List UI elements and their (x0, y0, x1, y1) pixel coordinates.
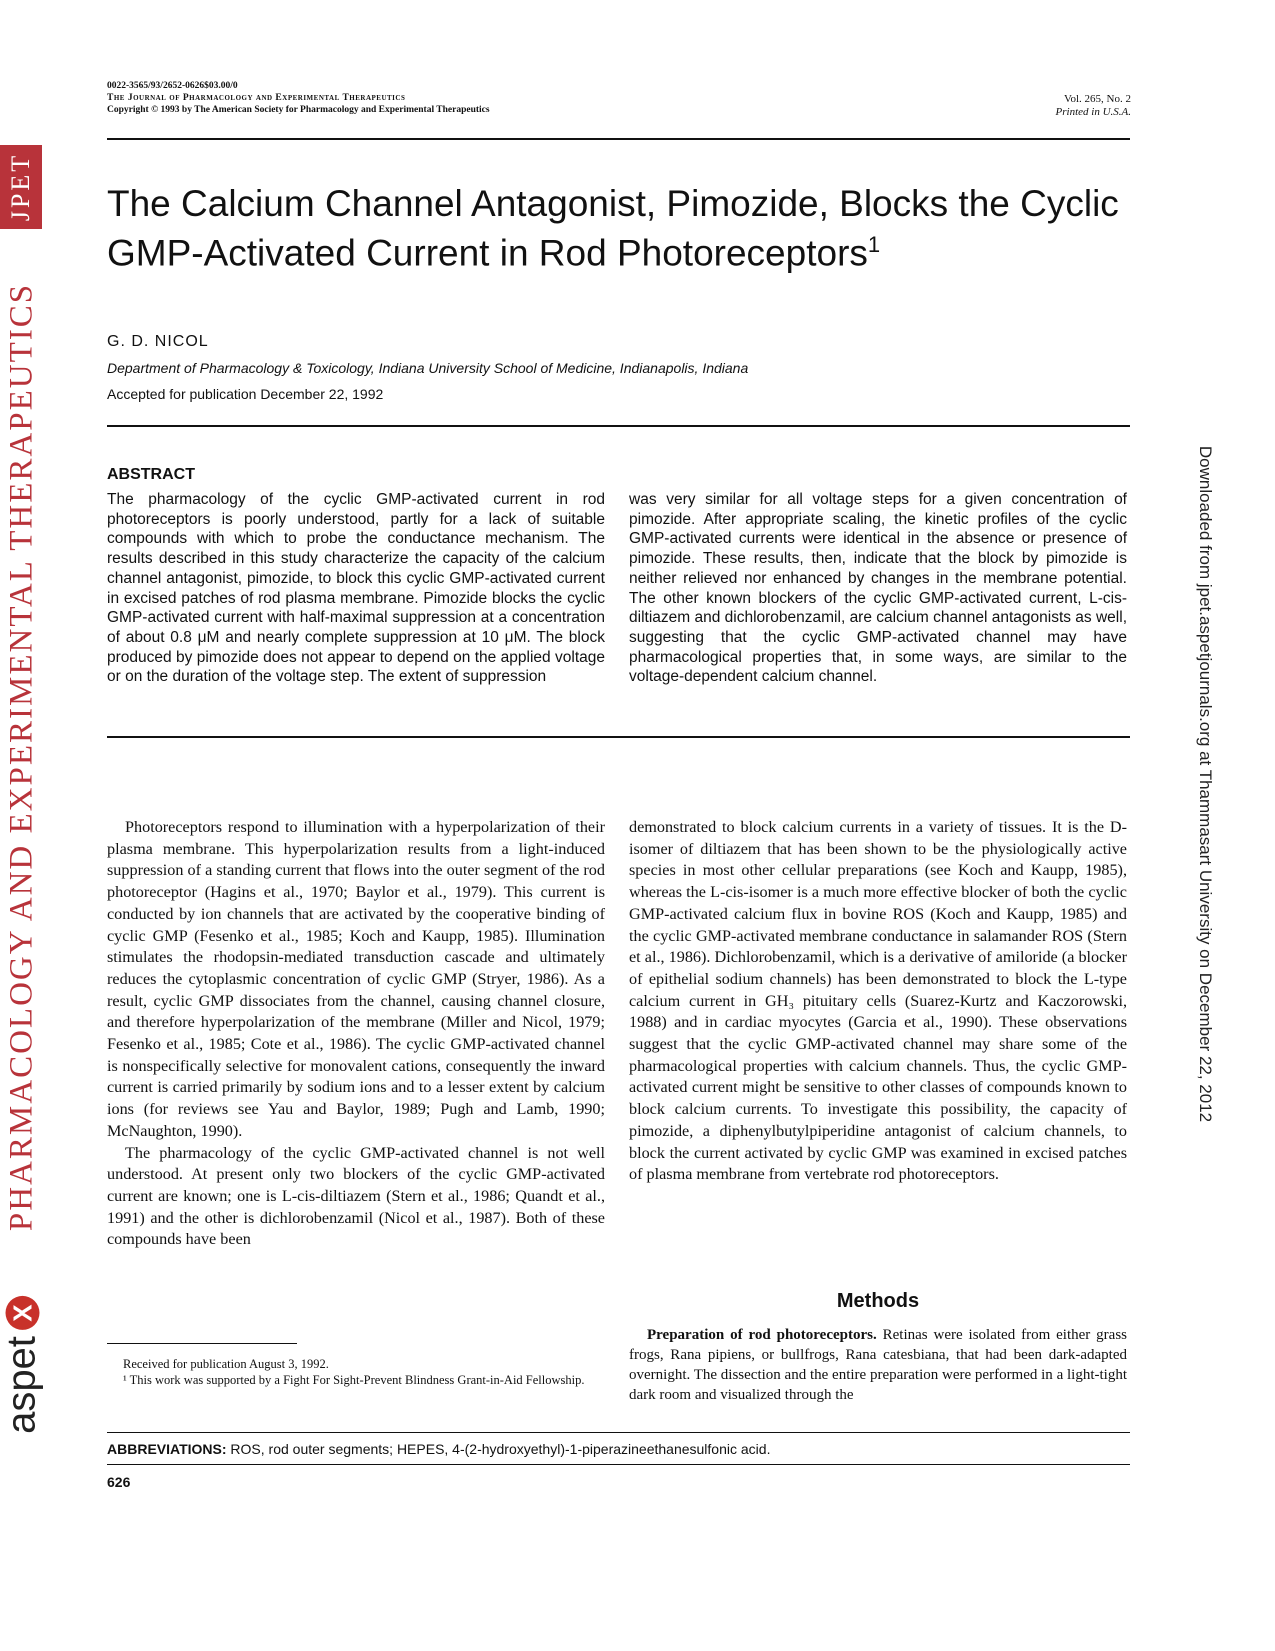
jpet-badge (0, 145, 42, 229)
printed-in: Printed in U.S.A. (1055, 106, 1131, 118)
abbrev-rule-bottom (107, 1464, 1130, 1465)
abbrev-rule-top (107, 1432, 1130, 1433)
journal-header (107, 80, 490, 116)
abstract-column-right: was very similar for all voltage steps for a given concentration of pimozide. After appropriate scaling, the kinetic profiles of the cyclic GMP-activated currents were identical in the absence or presence of pimozide. These results, then, indicate that the block by pimozide is neither relieved nor enhanced by changes in the membrane potential. The other known blockers of the cyclic GMP-activated current, L-cis-diltiazem and dichlorobenzamil, are calcium channel antagonists as well, suggesting that the cyclic GMP-activated channel may have pharmacological properties that, in some ways, are similar to the voltage-dependent calcium channel. (629, 491, 1127, 686)
intro-paragraph-2: The pharmacology of the cyclic GMP-activated channel is not well understood. At present only two blockers of the cyclic GMP-activated current are known; one is L-cis-diltiazem (Stern et al., 1986; Quandt et al., 1991) and the other is dichlorobenzamil (Nicol et al., 1987). Both of these compounds have been (107, 1143, 605, 1249)
prep-heading: Preparation of rod photoreceptors. (647, 1327, 877, 1343)
aspet-logo (0, 1296, 45, 1434)
abstract-rule (107, 736, 1130, 738)
body-column-right (629, 817, 1127, 1186)
abstract-column-left: The pharmacology of the cyclic GMP-activated current in rod photoreceptors is poorly understood, partly for a lack of suitable compounds with which to probe the conductance mechanism. The results described in this study characterize the capacity of the calcium channel antagonist, pimozide, to block this cyclic GMP-activated current in excised patches of rod plasma membrane. Pimozide blocks the cyclic GMP-activated current with half-maximal suppression at a concentration of about 0.8 μM and nearly complete suppression at 10 μM. The block produced by pimozide does not appear to depend on the applied voltage or on the duration of the voltage step. The extent of suppression (107, 491, 605, 686)
aspet-logo-icon: X (5, 1296, 39, 1330)
abstract-heading: ABSTRACT (107, 466, 195, 483)
intro-paragraph-1: Photoreceptors respond to illumination with a hyperpolarization of their plasma membrane. This hyperpolarization results from a light-induced suppression of a standing current that flows into the outer segment of the rod photoreceptor (Hagins et al., 1970; Baylor et al., 1979). This current is conducted by ion channels that are activated by the cooperative binding of cyclic GMP (Fesenko et al., 1985; Koch and Kaupp, 1985). Illumination stimulates the rhodopsin-mediated transduction cascade and ultimately reduces the cytoplasmic concentration of cyclic GMP (Stryer, 1986). As a result, cyclic GMP dissociates from the channel, causing channel closure, and therefore hyperpolarization of the membrane (Miller and Nicol, 1979; Fesenko et al., 1985; Cote et al., 1986). The cyclic GMP-activated channel is nonspecifically selective for monovalent cations, consequently the inward current is carried primarily by sodium ions and to a lesser extent by calcium ions (for reviews see Yau and Baylor, 1989; Pugh and Lamb, 1990; McNaughton, 1990). (107, 818, 605, 1140)
article-title-text: The Calcium Channel Antagonist, Pimozide, Blocks the Cyclic GMP-Activated Current in Rod Photoreceptors (107, 183, 1119, 274)
page-number: 626 (107, 1474, 131, 1490)
abbreviations (107, 1441, 770, 1457)
volume-number: Vol. 265, No. 2 (1063, 93, 1131, 105)
methods-heading: Methods (836, 1290, 920, 1312)
volume-info (1056, 93, 1131, 119)
title-footnote-mark: 1 (867, 232, 881, 257)
accepted-date: Accepted for publication December 22, 1992 (107, 386, 384, 402)
spine-journal-title: PHARMACOLOGY AND EXPERIMENTAL THERAPEUTICS (3, 282, 40, 1232)
abbrev-label: ABBREVIATIONS: (107, 1441, 227, 1457)
download-notice: Downloaded from jpet.aspetjournals.org at Thammasart University on December 22, 2012 (1196, 445, 1215, 1123)
aspet-wordmark: aspet (0, 1336, 44, 1434)
title-rule (107, 425, 1130, 427)
intro-paragraph-3: demonstrated to block calcium currents in a variety of tissues. It is the D-isomer of diltiazem that has been shown to be the physiologically active species in most other cellular preparations (see Koch and Kaupp, 1985), whereas the L-cis-isomer is a much more effective blocker of both the cyclic GMP-activated calcium flux in bovine ROS (Koch and Kaupp, 1985) and the cyclic GMP-activated membrane conductance in salamander ROS (Stern et al., 1986). Dichlorobenzamil, which is a derivative of amiloride (a blocker of epithelial sodium channels) has been demonstrated to block the L-type calcium current in GH₃ pituitary cells (Suarez-Kurtz and Kaczorowski, 1988) and in cardiac myocytes (Garcia et al., 1990). These observations suggest that the cyclic GMP-activated channel may share some of the pharmacological properties with calcium channels. Thus, the cyclic GMP-activated current might be sensitive to other classes of compounds known to block calcium currents. To investigate this possibility, the capacity of pimozide, a diphenylbutylpiperidine antagonist of calcium channels, to block the current activated by cyclic GMP was examined in excised patches of plasma membrane from vertebrate rod photoreceptors. (629, 818, 1127, 1184)
received-note: Received for publication August 3, 1992. (123, 1357, 329, 1371)
article-title (107, 183, 1147, 273)
footnote-rule (107, 1343, 297, 1344)
methods-paragraph (629, 1325, 1127, 1405)
body-column-left (107, 817, 605, 1251)
header-rule (107, 138, 1130, 140)
journal-code: 0022-3565/93/2652-0626$03.00/0 (107, 81, 238, 91)
footnotes (107, 1356, 605, 1388)
funding-note: ¹ This work was supported by a Fight For Sight-Prevent Blindness Grant-in-Aid Fellowship. (123, 1373, 585, 1387)
author-name: G. D. NICOL (107, 333, 209, 350)
prep-text: Retinas were isolated from either grass frogs, Rana pipiens, or bullfrogs, Rana catesbiana, that had been dark-adapted overnight. The dissection and the entire preparation were performed in a light-tight dark room and visualized through the (629, 1327, 1127, 1403)
abbrev-text: ROS, rod outer segments; HEPES, 4-(2-hydroxyethyl)-1-piperazineethanesulfonic acid. (230, 1441, 771, 1457)
jpet-label: JPET (6, 152, 35, 222)
copyright-line: Copyright © 1993 by The American Society for Pharmacology and Experimental Therapeutics (107, 105, 490, 115)
journal-name: The Journal of Pharmacology and Experimental Therapeutics (107, 93, 406, 103)
author-affiliation: Department of Pharmacology & Toxicology, Indiana University School of Medicine, Indianapolis, Indiana (107, 360, 749, 376)
